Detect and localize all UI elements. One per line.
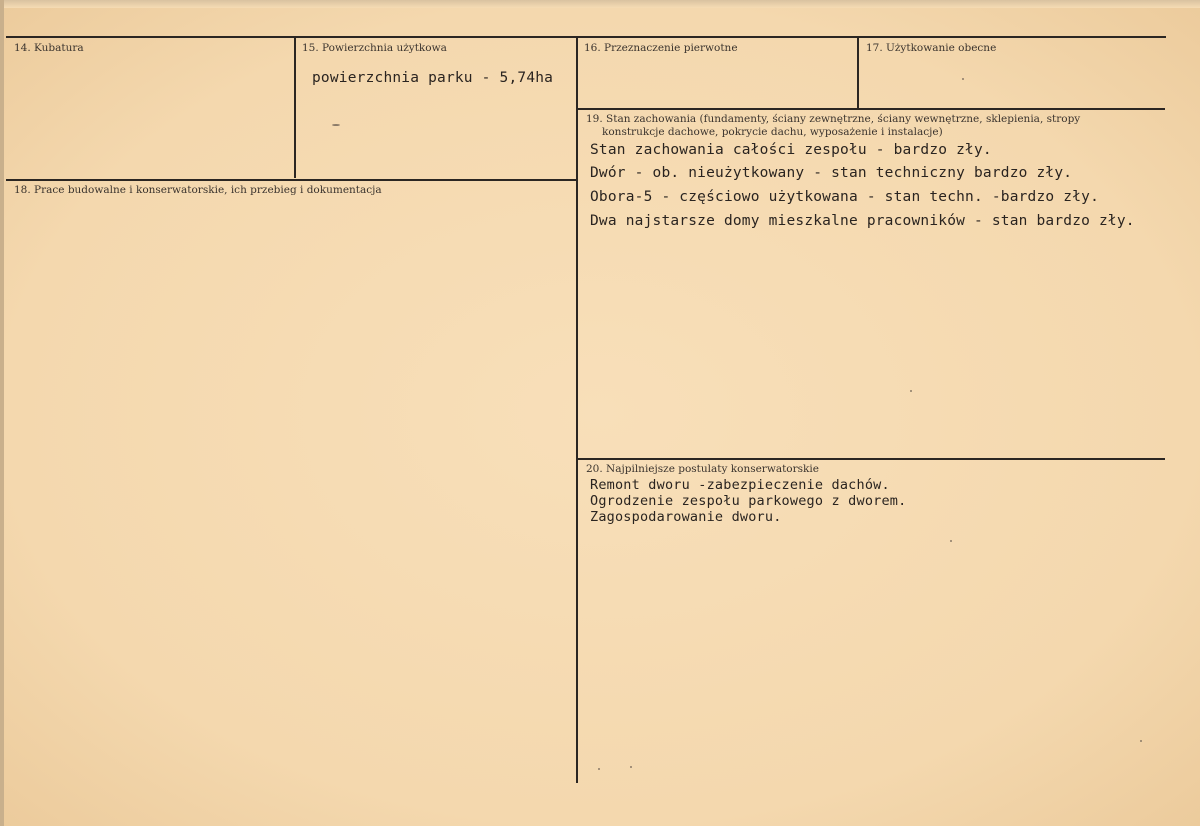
field-18-label: 18. Prace budowalne i konserwatorskie, ich przebieg i dokumentacja	[14, 184, 382, 196]
divider-14-15	[294, 38, 296, 178]
rule-above-18	[6, 179, 576, 181]
paper-speck	[910, 390, 912, 392]
field-19-label: 19. Stan zachowania (fundamenty, ściany zewnętrzne, ściany wewnętrzne, sklepienia, stropy	[586, 113, 1081, 125]
field-19-line-3: Obora-5 - częściowo użytkowana - stan techn. -bardzo zły.	[590, 189, 1099, 205]
paper-speck	[630, 766, 632, 768]
field-20-line-2: Ogrodzenie zespołu parkowego z dworem.	[590, 493, 907, 509]
rule-above-20	[578, 458, 1165, 460]
field-16-label: 16. Przeznaczenie pierwotne	[584, 42, 738, 54]
field-20-line-1: Remont dworu -zabezpieczenie dachów.	[590, 477, 890, 493]
card-top-edge	[0, 0, 1200, 8]
field-19-label-cont: konstrukcje dachowe, pokrycie dachu, wyposażenie i instalacje)	[602, 126, 943, 138]
field-19-line-1: Stan zachowania całości zespołu - bardzo zły.	[590, 142, 992, 158]
field-14-label: 14. Kubatura	[14, 42, 84, 54]
top-rule	[6, 36, 1166, 38]
rule-above-19	[578, 108, 1165, 110]
divider-16-17	[857, 38, 859, 108]
paper-speck	[962, 78, 964, 80]
field-19-line-2: Dwór - ob. nieużytkowany - stan techniczny bardzo zły.	[590, 165, 1073, 181]
field-17-label: 17. Użytkowanie obecne	[866, 42, 997, 54]
field-19-line-4: Dwa najstarsze domy mieszkalne pracowników - stan bardzo zły.	[590, 213, 1135, 229]
field-15-value: powierzchnia parku - 5,74ha	[312, 70, 554, 86]
paper-speck	[598, 768, 600, 770]
paper-speck	[332, 124, 340, 126]
divider-main-vertical	[576, 38, 578, 783]
field-20-label: 20. Najpilniejsze postulaty konserwatorskie	[586, 463, 819, 475]
paper-speck	[950, 540, 952, 542]
field-20-line-3: Zagospodarowanie dworu.	[590, 509, 782, 525]
field-15-label: 15. Powierzchnia użytkowa	[302, 42, 447, 54]
card-left-edge	[0, 0, 4, 826]
paper-speck	[1140, 740, 1142, 742]
